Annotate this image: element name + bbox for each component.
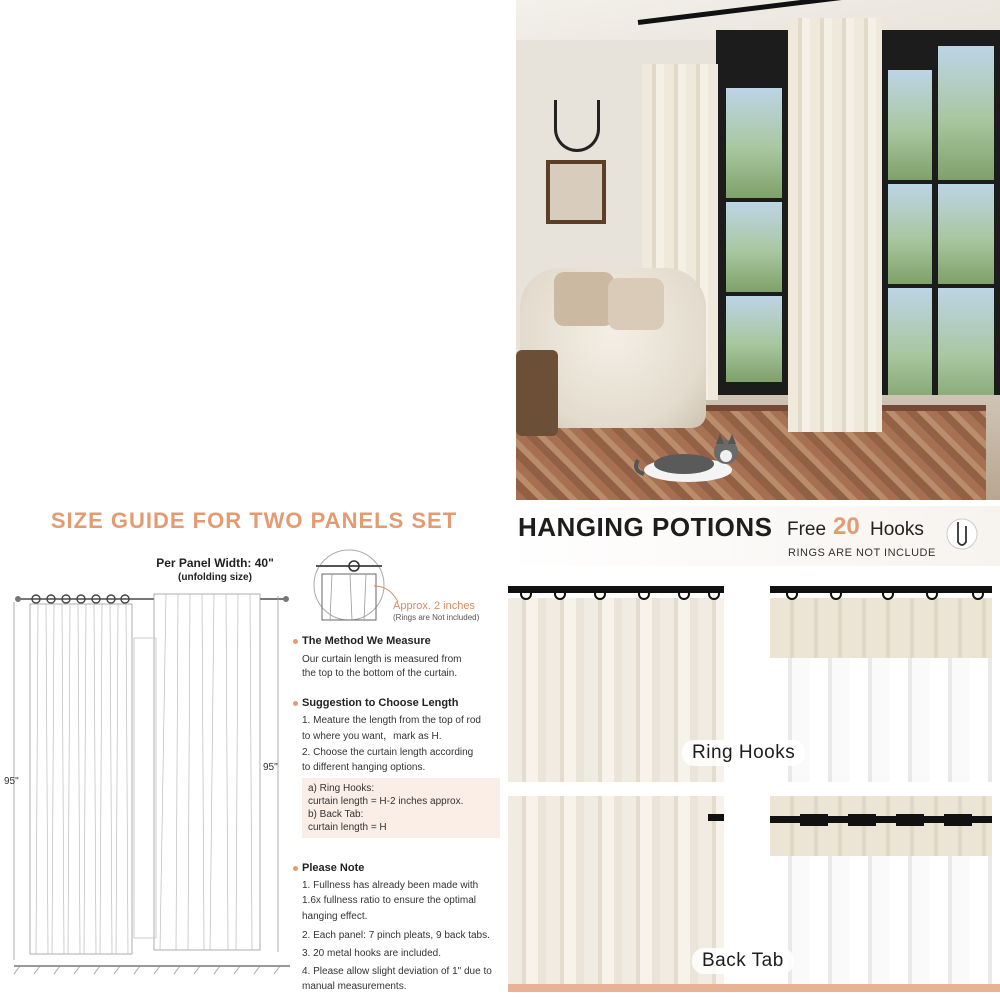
rings-not-included-label: (Rings are Not included) (393, 613, 480, 622)
note-line: 1.6x fullness ratio to ensure the optimal (302, 895, 476, 906)
hanging-title: HANGING POTIONS (518, 512, 773, 542)
hook-icon (944, 512, 980, 556)
pillow (608, 278, 664, 330)
accent-bottom-band (508, 984, 1000, 992)
box-line: curtain length = H (308, 822, 387, 833)
method-line: the top to the bottom of the curtain. (302, 668, 458, 679)
wall-sconce (554, 100, 600, 152)
method-title: The Method We Measure (302, 635, 431, 647)
hook-count: 20 (833, 513, 860, 540)
height-label-left: 95" (4, 776, 19, 787)
basket (516, 350, 558, 436)
note-line: 4. Please allow slight deviation of 1" due to (302, 966, 492, 977)
room-photo (516, 0, 1000, 500)
suggestion-line: 1. Meature the length from the top of rod (302, 715, 481, 726)
height-label-right: 95" (263, 762, 278, 773)
note-title: Please Note (302, 862, 365, 874)
note-line: 3. 20 metal hooks are included. (302, 948, 441, 959)
note-line: manual measurements. (302, 981, 407, 992)
suggestion-line: to where you want，mark as H. (302, 731, 442, 742)
method-line: Our curtain length is measured from (302, 654, 462, 665)
suggestion-title: Suggestion to Choose Length (302, 697, 459, 709)
curtain-diagram (0, 588, 300, 983)
cat (628, 430, 746, 486)
suggestion-line: 2. Choose the curtain length according (302, 747, 474, 758)
curtain-panel-right (788, 18, 882, 432)
unfolding-size-label: (unfolding size) (178, 572, 252, 583)
pillow (554, 272, 614, 326)
size-guide-title: SIZE GUIDE FOR TWO PANELS SET (50, 508, 458, 533)
box-line: a) Ring Hooks: (308, 783, 375, 794)
note-line: 1. Fullness has already been made with (302, 880, 479, 891)
approx-label: Approx. 2 inches (393, 600, 475, 612)
ring-hooks-label: Ring Hooks (682, 740, 805, 766)
panel-width-label: Per Panel Width: 40" (156, 556, 274, 570)
wall-frame (546, 160, 606, 224)
note-line: hanging effect. (302, 911, 368, 922)
free-label: Free (787, 519, 827, 540)
box-line: b) Back Tab: (308, 809, 364, 820)
suggestion-line: to different hanging options. (302, 762, 426, 773)
back-tab-label: Back Tab (692, 948, 794, 974)
box-line: curtain length = H-2 inches approx. (308, 796, 464, 807)
note-line: 2. Each panel: 7 pinch pleats, 9 back tabs. (302, 930, 490, 941)
rings-not-include-note: RINGS ARE NOT INCLUDE (788, 547, 936, 559)
back-tab-back-photo (770, 796, 992, 986)
hooks-label: Hooks (870, 519, 924, 540)
